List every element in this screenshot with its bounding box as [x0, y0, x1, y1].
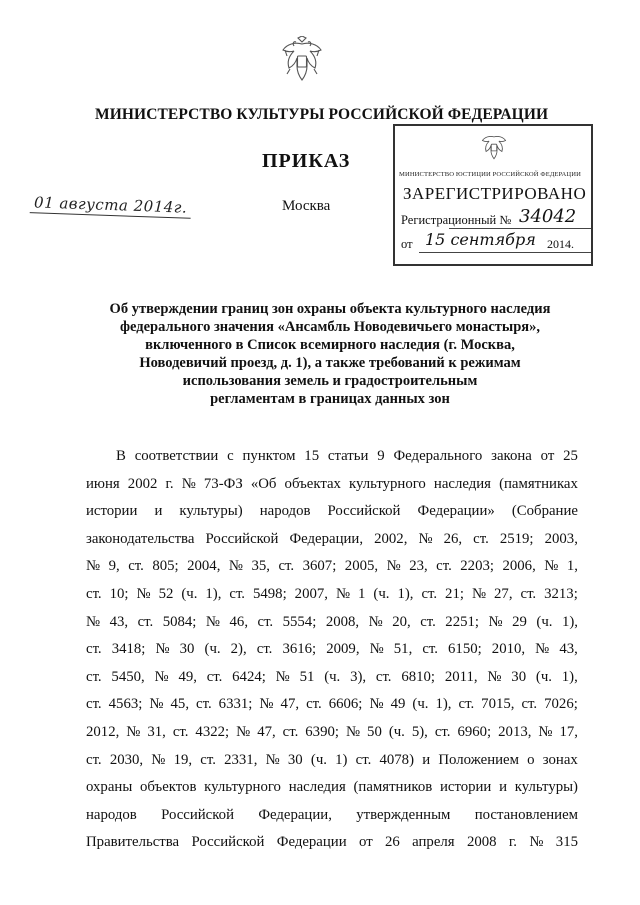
stamp-reg-number-label: Регистрационный № — [401, 213, 512, 227]
body-line: истории и культуры) народов Российской Федерации» (Собрание — [86, 503, 578, 520]
stamp-registered-label: ЗАРЕГИСТРИРОВАНО — [403, 184, 587, 203]
stamp-underline — [449, 228, 591, 229]
body-line: ст. 10; № 52 (ч. 1), ст. 5498; 2007, № 1 (ч. 1), ст. 21; № 27, ст. 3213; — [86, 585, 578, 602]
subject-line: Об утверждении границ зон охраны объекта культурного наследия — [109, 301, 551, 317]
subject-line: включенного в Список всемирного наследия (г. Москва, — [145, 337, 515, 353]
stamp-year: 2014. — [547, 237, 574, 251]
ministry-name: МИНИСТЕРСТВО КУЛЬТУРЫ РОССИЙСКОЙ ФЕДЕРАЦИИ — [95, 106, 549, 123]
body-line: № 9, ст. 805; 2004, № 35, ст. 3607; 2005, № 23, ст. 2203; 2006, № 1, — [86, 558, 578, 575]
order-body-text — [86, 443, 578, 857]
stamp-underline — [419, 252, 591, 253]
body-line: ст. 2030, № 19, ст. 2331, № 30 (ч. 1) ст. 4078) и Положением о зонах — [86, 751, 578, 768]
body-line: июня 2002 г. № 73-ФЗ «Об объектах культурного наследия (памятниках — [86, 475, 578, 492]
body-line: В соответствии с пунктом 15 статьи 9 Федерального закона от 25 — [116, 448, 578, 464]
body-line: № 43, ст. 5084; № 46, ст. 5554; 2008, № 20, ст. 2251; № 29 (ч. 1), — [86, 613, 578, 630]
subject-line: использования земель и градостроительным — [182, 373, 478, 389]
order-city: Москва — [282, 198, 331, 214]
order-title: ПРИКАЗ — [262, 150, 351, 172]
body-line: охраны объектов культурного наследия (памятников истории и культуры) — [86, 779, 578, 796]
body-line: законодательства Российской Федерации, 2002, № 26, ст. 2519; 2003, — [86, 530, 578, 547]
stamp-reg-date: 15 сентября — [425, 230, 536, 249]
body-line: народов Российской Федерации, утвержденным постановлением — [86, 806, 578, 823]
coat-of-arms-icon — [281, 36, 323, 82]
subject-line: регламентам в границах данных зон — [210, 391, 450, 407]
coat-of-arms-icon — [481, 132, 507, 160]
stamp-from-label: от — [401, 237, 413, 251]
order-date-handwritten: 01 августа 2014г. — [30, 193, 192, 219]
body-line: ст. 5450, № 49, ст. 6424; № 51 (ч. 3), ст. 6810; 2011, № 30 (ч. 1), — [86, 668, 578, 685]
order-subject — [60, 300, 600, 408]
stamp-reg-number: 34042 — [519, 206, 577, 227]
subject-line: Новодевичий проезд, д. 1), а также требований к режимам — [139, 355, 521, 371]
registration-stamp — [393, 124, 593, 266]
body-line: ст. 3418; № 30 (ч. 2), ст. 3616; 2009, № 51, ст. 6150; 2010, № 43, — [86, 641, 578, 658]
body-line: ст. 4563; № 45, ст. 6331; № 47, ст. 6606; № 49 (ч. 1), ст. 7015, ст. 7026; — [86, 696, 578, 713]
subject-line: федерального значения «Ансамбль Новодевичьего монастыря», — [119, 319, 541, 335]
stamp-ministry-name: МИНИСТЕРСТВО ЮСТИЦИИ РОССИЙСКОЙ ФЕДЕРАЦИИ — [399, 171, 581, 178]
body-line: Правительства Российской Федерации от 26 апреля 2008 г. № 315 — [86, 834, 578, 851]
body-line: 2012, № 31, ст. 4322; № 47, ст. 6390; № 50 (ч. 5), ст. 6960; 2013, № 17, — [86, 723, 578, 740]
